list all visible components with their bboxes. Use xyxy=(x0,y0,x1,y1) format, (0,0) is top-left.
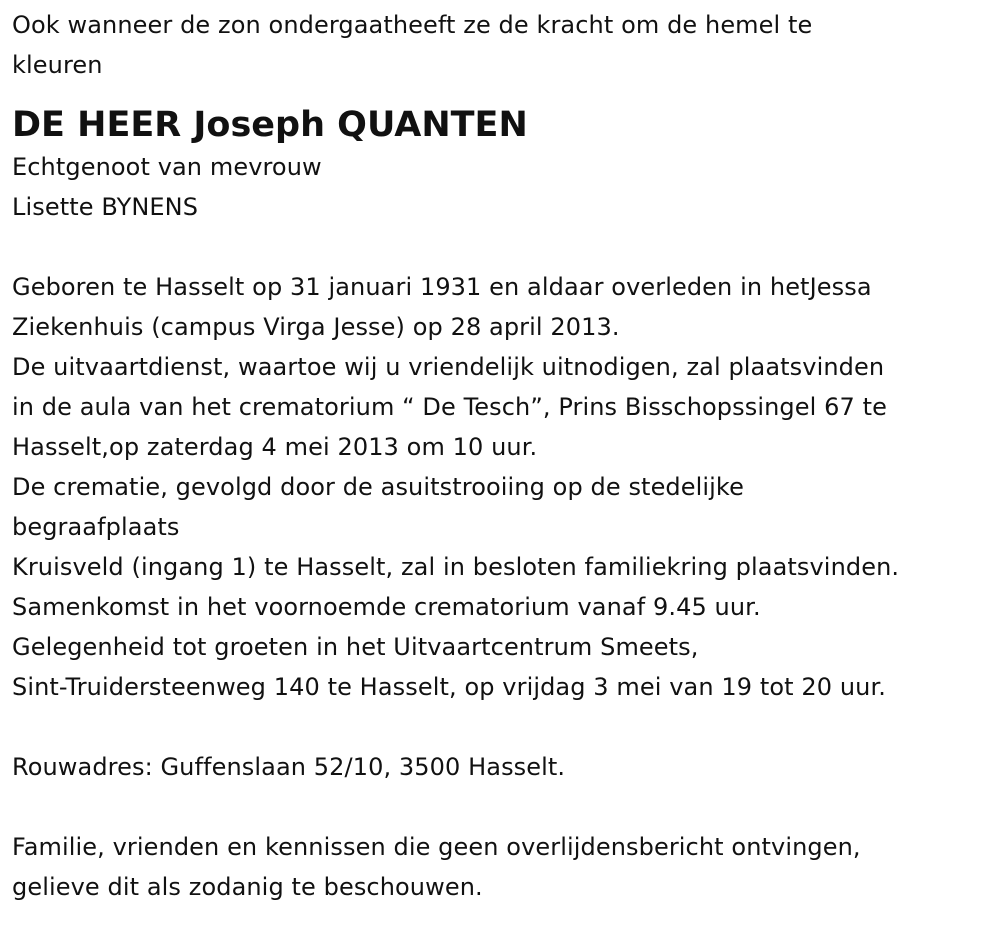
details-line: begraafplaats xyxy=(12,513,180,541)
details-line: Kruisveld (ingang 1) te Hasselt, zal in besloten familiekring plaatsvinden. xyxy=(12,553,900,581)
details-line: Ziekenhuis (campus Virga Jesse) op 28 april 2013. xyxy=(12,313,620,341)
details-line: De uitvaartdienst, waartoe wij u vriendelijk uitnodigen, zal plaatsvinden xyxy=(12,353,885,381)
details-line: De crematie, gevolgd door de asuitstrooiing op de stedelijke xyxy=(12,473,744,501)
details-line: Gelegenheid tot groeten in het Uitvaartcentrum Smeets, xyxy=(12,633,699,661)
funeral-details xyxy=(12,267,1000,707)
relation-line: Lisette BYNENS xyxy=(12,193,199,221)
details-line: in de aula van het crematorium “ De Tesch”, Prins Bisschopssingel 67 te xyxy=(12,393,887,421)
motto-line: kleuren xyxy=(12,51,103,79)
relation-line: Echtgenoot van mevrouw xyxy=(12,153,322,181)
spacer xyxy=(12,707,1000,747)
spacer xyxy=(12,227,1000,267)
details-line: Samenkomst in het voornoemde crematorium vanaf 9.45 uur. xyxy=(12,593,761,621)
closing-line: gelieve dit als zodanig te beschouwen. xyxy=(12,873,483,901)
closing-note xyxy=(12,827,1000,907)
spacer xyxy=(12,787,1000,827)
mourning-address: Rouwadres: Guffenslaan 52/10, 3500 Hasselt. xyxy=(12,753,566,781)
motto xyxy=(12,5,1000,85)
details-line: Geboren te Hasselt op 31 januari 1931 en aldaar overleden in hetJessa xyxy=(12,273,872,301)
relation xyxy=(12,147,1000,227)
details-line: Hasselt,op zaterdag 4 mei 2013 om 10 uur. xyxy=(12,433,538,461)
closing-line: Familie, vrienden en kennissen die geen overlijdensbericht ontvingen, xyxy=(12,833,861,861)
deceased-name: DE HEER Joseph QUANTEN xyxy=(12,105,528,145)
details-line: Sint-Truidersteenweg 140 te Hasselt, op vrijdag 3 mei van 19 tot 20 uur. xyxy=(12,673,886,701)
motto-line: Ook wanneer de zon ondergaatheeft ze de kracht om de hemel te xyxy=(12,11,813,39)
